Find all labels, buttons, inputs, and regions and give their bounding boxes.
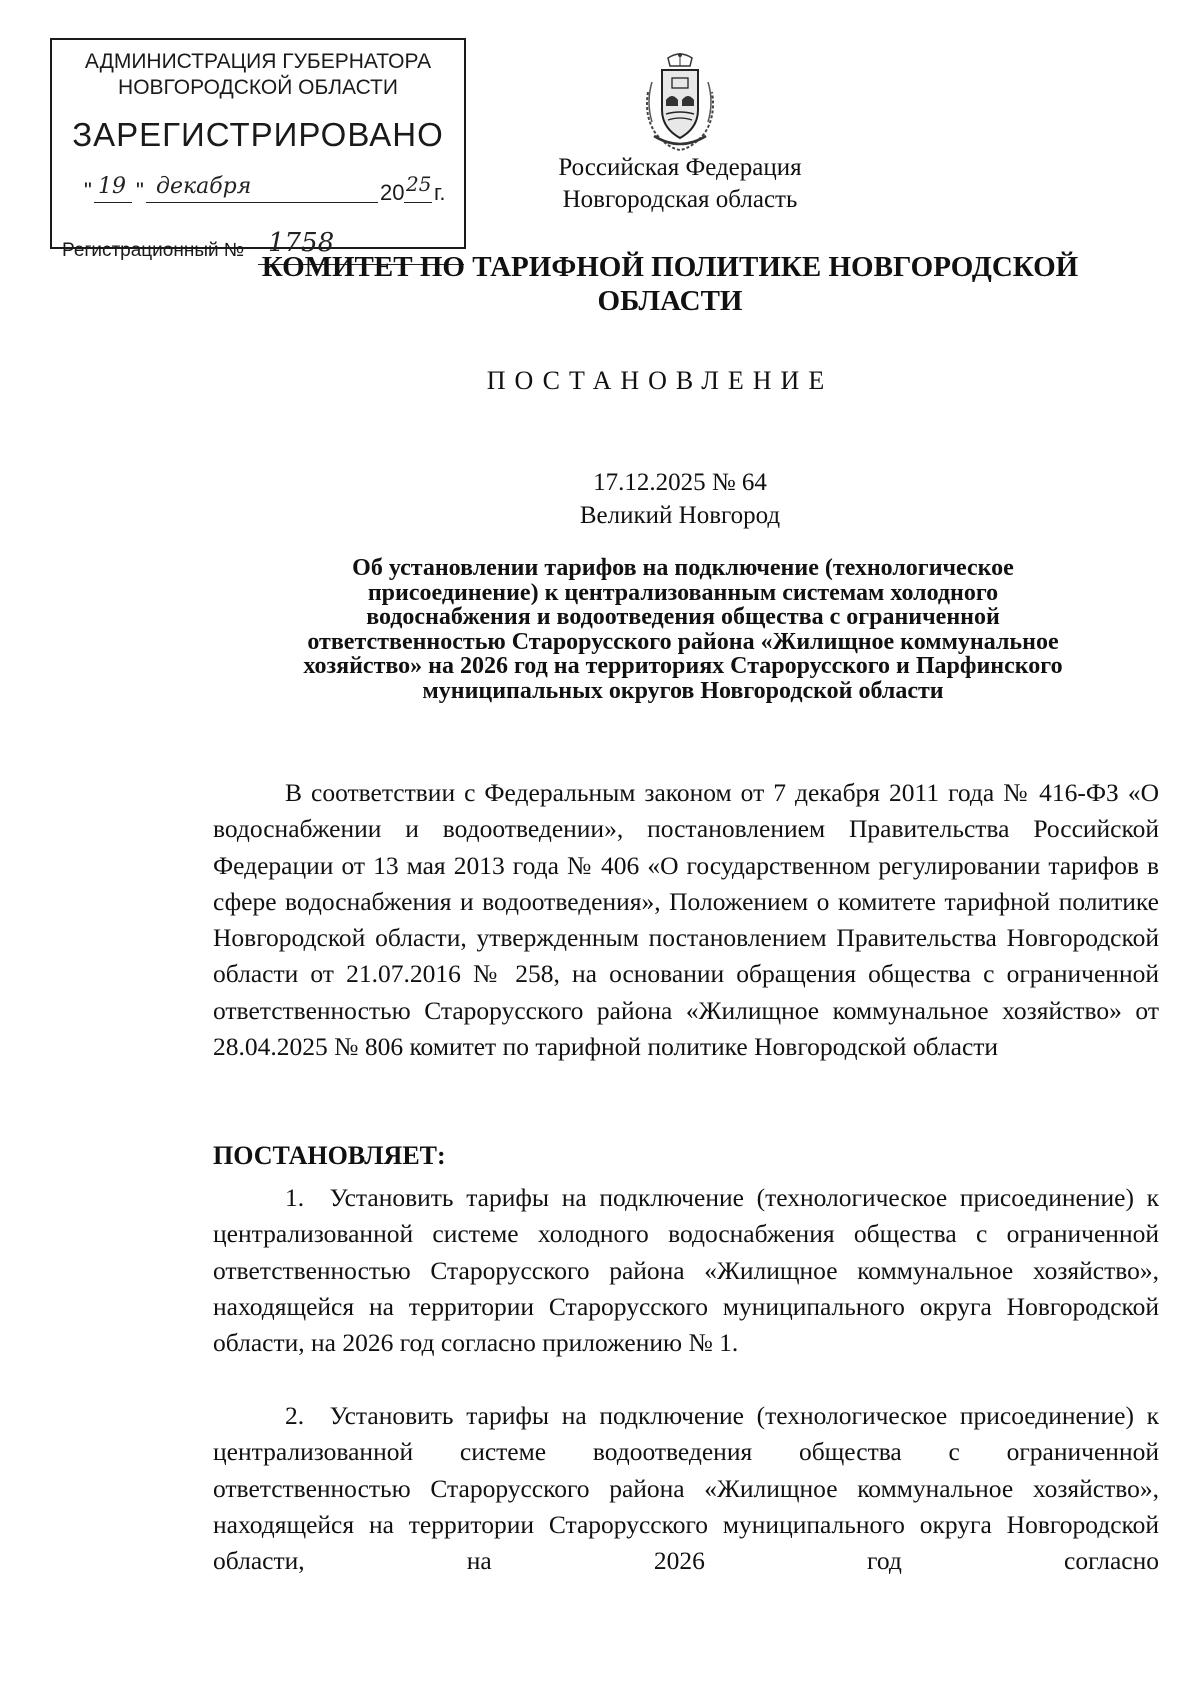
subject-line: присоединение) к централизованным системам холодного bbox=[367, 579, 999, 606]
stamp-status: ЗАРЕГИСТРИРОВАНО bbox=[72, 116, 444, 153]
subject-line: хозяйство» на 2026 год на территориях Старорусского и Парфинского bbox=[303, 653, 1063, 679]
stamp-date: " 19 " декабря 20 25 г. bbox=[84, 172, 446, 205]
committee-title-line1: КОМИТЕТ ПО ТАРИФНОЙ ПОЛИТИКЕ НОВГОРОДСКОЙ bbox=[261, 251, 1079, 283]
item-1-text: 1. Установить тарифы на подключение (технологическое присоединение) к централизованной системе холодного водоснабжения общества с ограниченной ответственностью Старорусского района «Жилищное коммунальное хозяйство», находящейся на территории Старорусского муниципального округа Новгородской области, на 2026 год согласно приложению № 1. bbox=[213, 1183, 1159, 1358]
stamp-date-month: декабря bbox=[156, 174, 252, 199]
document-subject bbox=[218, 556, 1148, 703]
region-name: Новгородская область bbox=[562, 186, 798, 213]
subject-line: ответственностью Старорусского района «Жилищное коммунальное bbox=[307, 628, 1059, 655]
document-city: Великий Новгород bbox=[579, 502, 781, 529]
item-1-paragraph bbox=[213, 1180, 1159, 1361]
stamp-date-year-end: г. bbox=[434, 180, 446, 205]
item-2-paragraph bbox=[213, 1398, 1159, 1579]
registration-stamp bbox=[50, 38, 466, 261]
stamp-date-year-suffix: 25 bbox=[406, 172, 432, 196]
country-name: Российская Федерация bbox=[558, 154, 802, 181]
document-type: ПОСТАНОВЛЕНИЕ bbox=[486, 366, 834, 395]
document-date-number: 17.12.2025 № 64 bbox=[593, 469, 767, 496]
committee-title-line2: ОБЛАСТИ bbox=[597, 285, 743, 317]
stamp-org-line2: НОВГОРОДСКОЙ ОБЛАСТИ bbox=[118, 76, 398, 99]
stamp-date-day: 19 bbox=[98, 174, 126, 199]
stamp-org-line1: АДМИНИСТРАЦИЯ ГУБЕРНАТОРА bbox=[84, 50, 432, 73]
subject-line: муниципальных округов Новгородской области bbox=[422, 677, 944, 704]
stamp-reg-label: Регистрационный № bbox=[62, 240, 245, 261]
item-2-text: 2. Установить тарифы на подключение (технологическое присоединение) к централизованной системе водоотведения общества с ограниченной ответственностью Старорусского района «Жилищное коммунальное хозяйство», находящейся на территории Старорусского муниципального округа Новгородской области, на 2026 год согласно bbox=[213, 1401, 1159, 1576]
stamp-reg-number: 1758 bbox=[268, 228, 335, 258]
preamble-paragraph bbox=[213, 775, 1159, 1065]
subject-line: водоснабжения и водоотведения общества с ограниченной bbox=[366, 604, 1000, 630]
stamp-date-year-prefix: 20 bbox=[380, 180, 405, 205]
subject-line: Об установлении тарифов на подключение (технологическое bbox=[352, 555, 1014, 581]
committee-title bbox=[240, 250, 1100, 318]
decree-heading: ПОСТАНОВЛЯЕТ: bbox=[213, 1141, 446, 1170]
preamble-text: В соответствии с Федеральным законом от 7 декабря 2011 года № 416-ФЗ «О водоснабжении и водоотведении», постановлением Правительства Российской Федерации от 13 мая 2013 года № 406 «О государственном регулировании тарифов в сфере водоснабжения и водоотведения», Положением о комитете тарифной политике Новгородской области, утвержденным постановлением Правительства Новгородской области от 21.07.2016 № 258, на основании обращения общества с ограниченной ответственностью Старорусского района «Жилищное коммунальное хозяйство» от 28.04.2025 № 806 комитет по тарифной политике Новгородской области bbox=[213, 778, 1159, 1062]
coat-of-arms-icon bbox=[638, 52, 722, 152]
